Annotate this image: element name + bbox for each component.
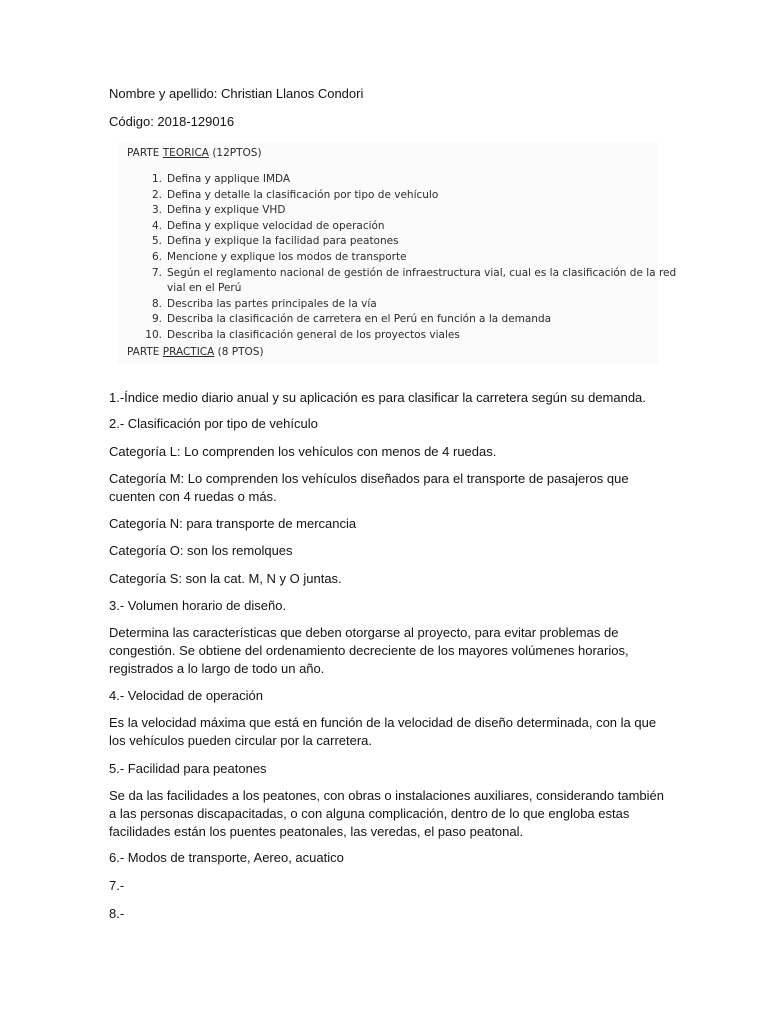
exam-questions-image xyxy=(118,142,677,364)
answer-6: 6.- Modos de transporte, Aereo, acuatico xyxy=(109,850,344,865)
question-item: 9. Describa la clasificación de carretera en el Perú en función a la demanda xyxy=(151,313,552,326)
parte-practica-prefix: PARTE xyxy=(127,346,163,358)
question-item: 1. Defina y applique IMDA xyxy=(151,173,291,185)
question-list xyxy=(142,172,677,344)
question-item: 7. Según el reglamento nacional de gestión de infraestructura vial, cual es la clasificación de la red vial en el Perú xyxy=(151,266,677,295)
parte-teorica-word: TEORICA xyxy=(162,147,209,159)
answer-7: 7.- xyxy=(109,878,125,893)
parte-practica-points: (8 PTOS) xyxy=(214,346,264,358)
answer-3-title: 3.- Volumen horario de diseño. xyxy=(109,598,287,613)
question-item: 8. Describa las partes principales de la vía xyxy=(151,297,377,310)
parte-practica-heading xyxy=(127,346,264,358)
answer-5-title: 5.- Facilidad para peatones xyxy=(109,761,267,776)
parte-practica-word: PRACTICA xyxy=(162,346,215,358)
question-item: 6. Mencione y explique los modos de transporte xyxy=(151,250,407,263)
question-item: 5. Defina y explique la facilidad para peatones xyxy=(151,235,399,248)
parte-teorica-prefix: PARTE xyxy=(127,147,163,159)
parte-teorica-points: (12PTOS) xyxy=(209,147,262,159)
question-item: 10. Describa la clasificación general de los proyectos viales xyxy=(145,328,460,341)
student-name: Nombre y apellido: Christian Llanos Condori xyxy=(109,86,364,101)
category-o: Categoría O: son los remolques xyxy=(109,543,293,558)
category-l: Categoría L: Lo comprenden los vehículos con menos de 4 ruedas. xyxy=(109,444,497,459)
answer-1: 1.-Índice medio diario anual y su aplicación es para clasificar la carretera según su demanda. xyxy=(109,390,646,405)
student-code: Código: 2018-129016 xyxy=(109,114,235,129)
category-n: Categoría N: para transporte de mercancia xyxy=(109,516,357,531)
answer-5-body: Se da las facilidades a los peatones, con obras o instalaciones auxiliares, considerando también a las personas discapacitadas, o con alguna complicación, dentro de lo que engloba estas facilidades están los puentes peatonales, las veredas, el paso peatonal. xyxy=(109,788,665,839)
answer-2-title: 2.- Clasificación por tipo de vehículo xyxy=(109,416,318,431)
question-item: 3. Defina y explique VHD xyxy=(151,204,286,217)
question-item: 2. Defina y detalle la clasificación por tipo de vehículo xyxy=(151,188,439,201)
category-s: Categoría S: son la cat. M, N y O juntas. xyxy=(109,571,342,586)
answer-4-title: 4.- Velocidad de operación xyxy=(109,688,263,703)
answer-3-body: Determina las características que deben otorgarse al proyecto, para evitar problemas de congestión. Se obtiene del ordenamiento decreciente de los mayores volúmenes horarios, registrados a lo largo de todo un año. xyxy=(109,625,629,676)
category-m: Categoría M: Lo comprenden los vehículos diseñados para el transporte de pasajeros que cuenten con 4 ruedas o más. xyxy=(109,471,629,504)
parte-teorica-heading xyxy=(127,147,262,159)
answer-4-body: Es la velocidad máxima que está en función de la velocidad de diseño determinada, con la que los vehículos pueden circular por la carretera. xyxy=(109,715,657,748)
answer-8: 8.- xyxy=(109,906,125,921)
question-item: 4. Defina y explique velocidad de operación xyxy=(151,219,385,232)
